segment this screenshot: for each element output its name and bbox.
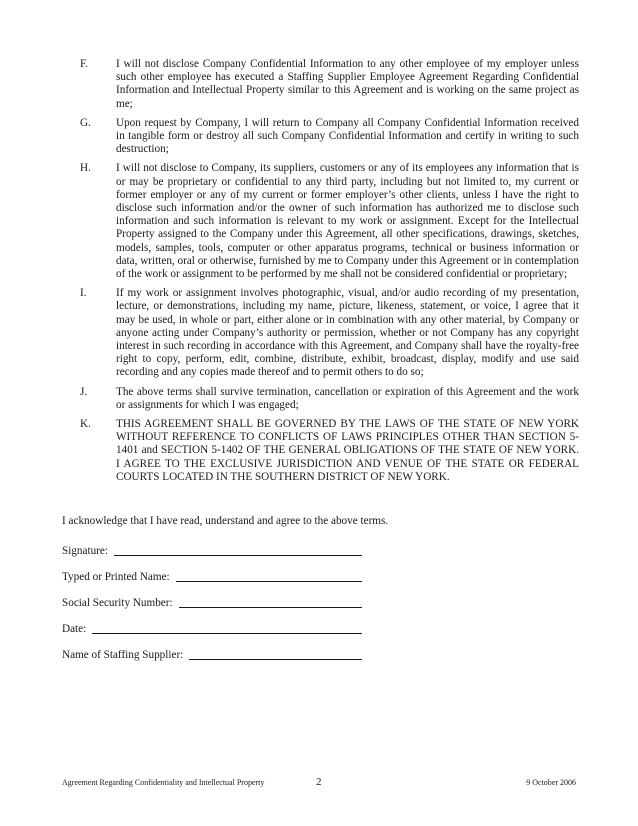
clause-text: THIS AGREEMENT SHALL BE GOVERNED BY THE LAWS OF THE STATE OF NEW YORK WITHOUT REFERENCE TO CONFLICTS OF LAWS PRINCIPLES OTHER THAN SECTION 5-1401 and SECTION 5-1402 OF THE GENERAL OBLIGATIONS OF THE STATE OF NEW YORK. I AGREE TO THE EXCLUSIVE JURISDICTION AND VENUE OF THE STATE OR FEDERAL COURTS LOCATED IN THE SOUTHERN DISTRICT OF NEW YORK. <box>116 418 579 483</box>
clause-g <box>0 117 638 157</box>
printed-name-label: Typed or Printed Name: <box>62 571 170 583</box>
clause-k <box>0 418 638 484</box>
signature-field[interactable] <box>62 542 362 558</box>
clause-text: Upon request by Company, I will return to Company all Company Confidential Information received in tangible form or destroy all such Company Confidential Information and certify in writing to such destruction; <box>116 116 579 156</box>
printed-name-line[interactable] <box>176 581 362 582</box>
clause-text: I will not disclose to Company, its suppliers, customers or any of its employees any information that is or may be proprietary or confidential to any third party, including but not limited to, my current or former employer or any of my current or former employer’s other clients, unless I have the right to disclose such information and/or the owner of such information has authorized me to disclose such information and such information is relevant to my work or assignment. Except for the Intellectual Property assigned to the Company under this Agreement, all other specifications, drawings, sketches, models, samples, tools, computer or other apparatus programs, technical or business information or data, written, oral or otherwise, furnished by me to Company under this Agreement or in contemplation of the work or assignment to be performed by me shall not be considered confidential or proprietary; <box>116 162 579 281</box>
signature-line[interactable] <box>114 555 362 556</box>
clause-letter: I. <box>80 287 87 300</box>
clause-list <box>0 58 638 490</box>
ssn-label: Social Security Number: <box>62 597 173 609</box>
printed-name-field[interactable] <box>62 568 362 584</box>
clause-letter: H. <box>80 162 91 175</box>
staffing-supplier-line[interactable] <box>189 659 362 660</box>
footer-title: Agreement Regarding Confidentiality and Intellectual Property <box>62 778 265 787</box>
staffing-supplier-label: Name of Staffing Supplier: <box>62 649 184 661</box>
ssn-line[interactable] <box>179 607 362 608</box>
acknowledgement-text: I acknowledge that I have read, understand and agree to the above terms. <box>62 515 389 527</box>
clause-text: The above terms shall survive termination, cancellation or expiration of this Agreement and the work or assignments for which I was engaged; <box>116 385 579 411</box>
clause-f <box>0 58 638 111</box>
clause-letter: K. <box>80 418 91 431</box>
footer-page-number: 2 <box>316 776 322 788</box>
staffing-supplier-field[interactable] <box>62 646 362 662</box>
date-line[interactable] <box>92 633 362 634</box>
date-label: Date: <box>62 623 87 635</box>
footer-date: 9 October 2006 <box>526 778 576 787</box>
clause-text: I will not disclose Company Confidential Information to any other employee of my employer unless such other employee has executed a Staffing Supplier Employee Agreement Regarding Confidential Information and Intellectual Property similar to this Agreement and is working on the same project as me; <box>116 58 579 110</box>
ssn-field[interactable] <box>62 594 362 610</box>
clause-j <box>0 386 638 412</box>
clause-h <box>0 162 638 281</box>
clause-letter: G. <box>80 116 91 129</box>
clause-i <box>0 287 638 379</box>
clause-letter: F. <box>80 58 89 70</box>
clause-text: If my work or assignment involves photographic, visual, and/or audio recording of my presentation, lecture, or demonstrations, including my name, picture, likeness, statement, or voice, I agree that it may be used, in whole or part, either alone or in combination with any other material, by Company or anyone acting under Company’s authority or permission, whether or not Company has any copyright interest in such recording in accordance with this Agreement, and Company shall have the royalty-free right to copy, perform, edit, combine, distribute, exhibit, broadcast, display, modify and use said recording and any copies made thereof and to permit others to do so; <box>116 287 579 379</box>
date-field[interactable] <box>62 620 362 636</box>
clause-letter: J. <box>80 385 88 398</box>
signature-label: Signature: <box>62 545 108 557</box>
